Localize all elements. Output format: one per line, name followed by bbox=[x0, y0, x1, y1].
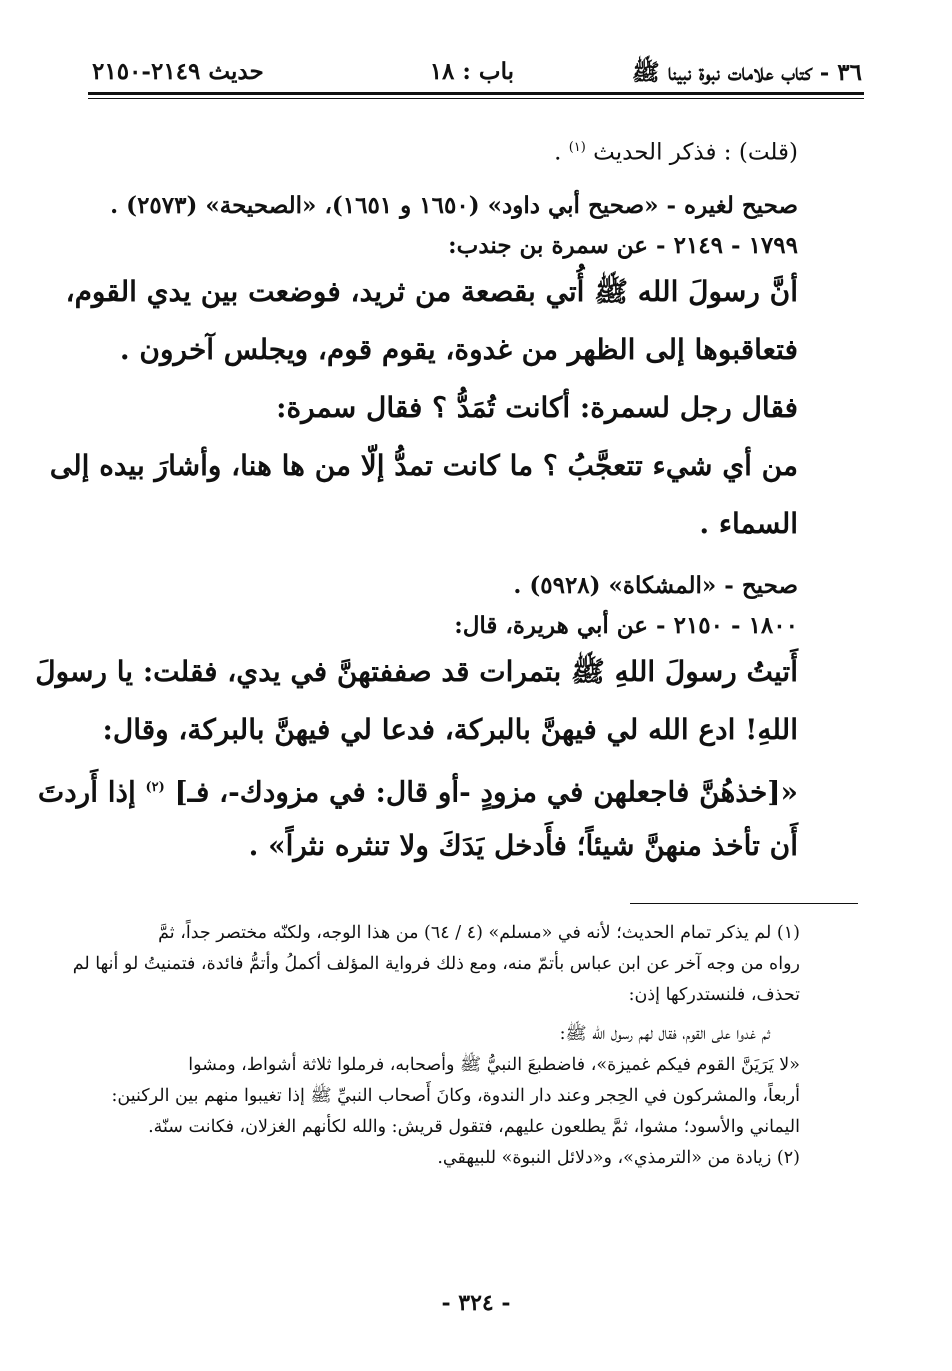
text-line: (قلت) : فذكر الحديث $^{(١)}$ . bbox=[554, 139, 798, 166]
hadith-text-line: أنَّ رسولَ الله ﷺ أُتي بقصعة من ثريد، فوضعت بين يدي القوم، bbox=[65, 275, 798, 308]
footnote-ref-2: (٢) bbox=[145, 780, 165, 795]
footnote-line: «لا يَرَيَنَّ القوم فيكم غميزة»، فاضطبعَ النبيُّ ﷺ وأصحابه، فرملوا ثلاثة أشواط، ومشوا bbox=[188, 1055, 800, 1075]
hadith-text-line: أَن تأخذ منهنَّ شيئاً؛ فأَدخل يَدَكَ ولا تنثره نثراً» . bbox=[248, 829, 798, 862]
hadith-grade: صحيح - «المشكاة» (٥٩٢٨) . bbox=[513, 572, 798, 599]
hadith-text-line: فتعاقبوها إلى الظهر من غدوة، يقوم قوم، ويجلس آخرون . bbox=[119, 333, 798, 366]
hadith-grade: صحيح لغيره - «صحيح أبي داود» (١٦٥٠ و ١٦٥١)، «الصحيحة» (٢٥٧٣) . bbox=[110, 192, 798, 219]
header-rule-thin bbox=[88, 98, 864, 99]
hadith-text-line: «[خذهُنَّ فاجعلهن في مزودٍ -أو قال: في مزودك-، فـ] $^{(٢)}$ إذا أَردتَ bbox=[37, 775, 798, 809]
hadith-range: حديث ٢١٤٩-٢١٥٠ bbox=[92, 58, 264, 85]
hadith-text-line: من أي شيء تتعجَّبُ ؟ ما كانت تمدُّ إلّا من ها هنا، وأشارَ بيده إلى bbox=[49, 449, 798, 482]
footnote-line: رواه من وجه آخر عن ابن عباس بأتمّ منه، ومع ذلك فرواية المؤلف أكملُ وأتمُّ فائدة، فتمنيتُ لو أنها لم bbox=[72, 954, 800, 974]
page-title: ٣٦ - كتاب علامات نبوة نبينا ﷺ bbox=[631, 59, 862, 86]
footnote-line: ثم غدوا على القوم، فقال لهم رسول الله ﷺ: bbox=[559, 1024, 770, 1044]
hadith-header: ١٧٩٩ - ٢١٤٩ - عن سمرة بن جندب: bbox=[448, 232, 798, 259]
header-rule-thick bbox=[88, 92, 864, 95]
page-number: - ٣٢٤ - bbox=[441, 1290, 511, 1316]
footnote-separator bbox=[630, 903, 858, 904]
footnote-line: اليماني والأسود؛ مشوا، ثمَّ يطلعون عليهم، فتقول قريش: والله لكأنهم الغزلان، فكانت سنّة. bbox=[148, 1117, 800, 1137]
hadith-text-line: أَتيتُ رسولَ اللهِ ﷺ بتمرات قد صففتهنَّ في يدي، فقلت: يا رسولَ bbox=[35, 655, 798, 688]
footnote-line: (٢) زيادة من «الترمذي»، و«دلائل النبوة» للبيهقي. bbox=[437, 1148, 800, 1168]
footnote-line: (١) لم يذكر تمام الحديث؛ لأنه في «مسلم» (٤ / ٦٤) من هذا الوجه، ولكنّه مختصر جداً، ثمَّ bbox=[158, 923, 800, 943]
footnotes bbox=[72, 918, 800, 1174]
hadith-header: ١٨٠٠ - ٢١٥٠ - عن أبي هريرة، قال: bbox=[454, 612, 798, 639]
running-header bbox=[92, 52, 862, 92]
footnote-line: تحذف، فلنستدركها إذن: bbox=[628, 985, 800, 1005]
chapter-label: باب : ١٨ bbox=[429, 58, 514, 85]
footnote-ref-1: (١) bbox=[568, 140, 586, 155]
hadith-text-line: السماء . bbox=[699, 507, 798, 540]
hadith-text-line: اللهِ! ادع الله لي فيهنَّ بالبركة، فدعا لي فيهنَّ بالبركة، وقال: bbox=[102, 713, 798, 746]
footnote-line: أربعاً، والمشركون في الحِجر وعند دار الندوة، وكانَ أَصحاب النبيِّ ﷺ إذا تغيبوا منهم بين الركنين: bbox=[111, 1086, 800, 1106]
hadith-text-line: فقال رجل لسمرة: أكانت تُمَدُّ ؟ فقال سمرة: bbox=[276, 391, 798, 424]
main-text bbox=[35, 128, 798, 878]
